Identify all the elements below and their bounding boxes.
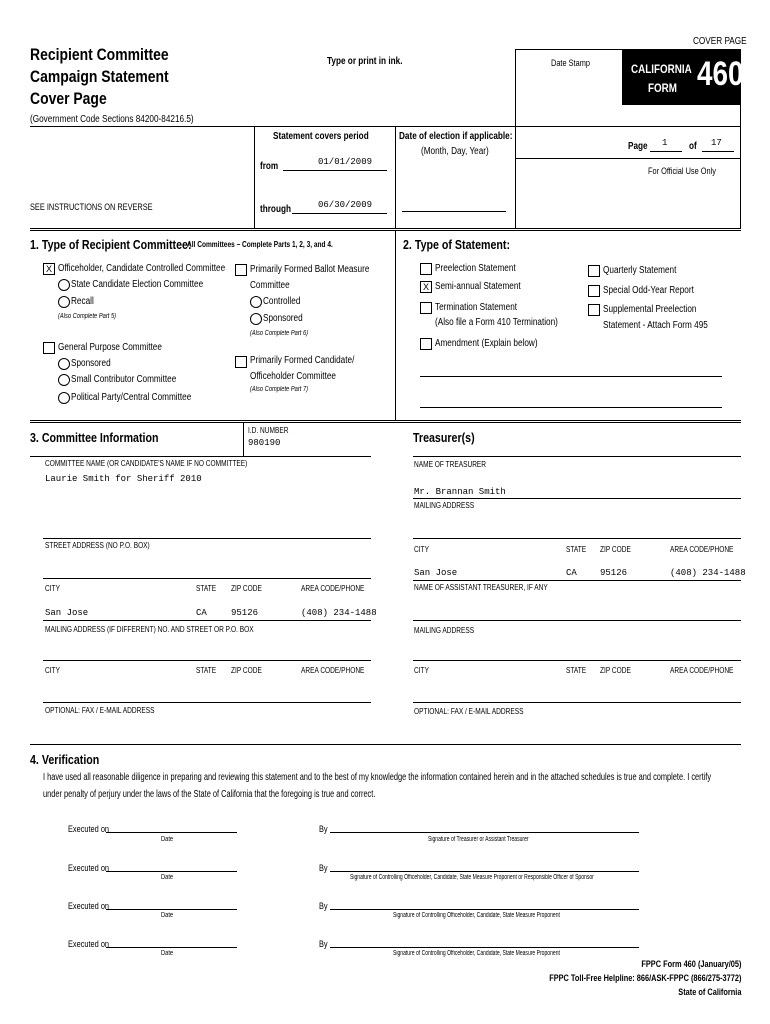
treasurer-title: Treasurer(s) <box>413 430 475 445</box>
verification-text-1: I have used all reasonable diligence in preparing and reviewing this statement and to the best of my knowledge the information contained herein and in the attached schedules is true and complete. I certify <box>43 772 712 783</box>
treasurer-name-label: NAME OF TREASURER <box>414 460 487 469</box>
part6-note: (Also Complete Part 6) <box>250 330 309 337</box>
amendment-explain-line-2[interactable] <box>420 407 722 408</box>
controlled-radio[interactable] <box>250 296 262 308</box>
general-purpose-checkbox[interactable] <box>43 342 55 354</box>
committee-name-value[interactable]: Laurie Smith for Sheriff 2010 <box>45 474 202 484</box>
type-or-print-note: Type or print in ink. <box>327 56 403 67</box>
amendment-explain-line-1[interactable] <box>420 376 722 377</box>
signature-caption-1: Signature of Treasurer or Assistant Treasurer <box>428 836 529 843</box>
election-date-field[interactable] <box>402 211 506 212</box>
form-title-line1: Recipient Committee <box>30 45 169 64</box>
executed-on-label-4: Executed on <box>68 939 110 949</box>
executed-date-field-1[interactable] <box>106 832 237 833</box>
treasurer-mailing-label: MAILING ADDRESS <box>414 501 475 510</box>
ballot-measure-label-1: Primarily Formed Ballot Measure <box>250 264 370 275</box>
by-label-1: By <box>319 824 328 834</box>
gov-code-sections: (Government Code Sections 84200-84216.5) <box>30 114 194 125</box>
ballot-sponsored-label: Sponsored <box>263 313 303 324</box>
semiannual-label: Semi-annual Statement <box>435 281 521 292</box>
recall-radio[interactable] <box>58 296 70 308</box>
signature-caption-3: Signature of Controlling Officeholder, Candidate, State Measure Proponent <box>393 912 560 919</box>
termination-label-2: (Also file a Form 410 Termination) <box>435 317 558 328</box>
date-caption-1: Date <box>161 836 174 843</box>
form-460-badge <box>622 49 744 105</box>
termination-checkbox[interactable] <box>420 302 432 314</box>
optional-fax-label: OPTIONAL: FAX / E-MAIL ADDRESS <box>45 706 155 715</box>
supplemental-checkbox[interactable] <box>588 304 600 316</box>
mailing-address-label: MAILING ADDRESS (IF DIFFERENT) NO. AND STREET OR P.O. BOX <box>45 625 254 634</box>
city2-label: CITY <box>45 666 60 675</box>
treasurer-state-label: STATE <box>566 545 587 554</box>
committee-name-label: COMMITTEE NAME (OR CANDIDATE'S NAME IF NO COMMITTEE) <box>45 459 248 468</box>
executed-on-label-1: Executed on <box>68 824 110 834</box>
small-contributor-radio[interactable] <box>58 374 70 386</box>
termination-label-1: Termination Statement <box>435 302 518 313</box>
state-value[interactable]: CA <box>196 608 207 618</box>
phone2-label: AREA CODE/PHONE <box>301 666 365 675</box>
section1-subtitle: All Committees – Complete Parts 1, 2, 3, and 4. <box>187 240 333 249</box>
official-use-label: For Official Use Only <box>648 166 716 176</box>
zip-value[interactable]: 95126 <box>231 608 259 618</box>
treasurer-state-value[interactable]: CA <box>566 568 577 578</box>
political-party-label: Political Party/Central Committee <box>71 392 192 403</box>
asst-treasurer-label: NAME OF ASSISTANT TREASURER, IF ANY <box>414 583 548 592</box>
election-date-label: Date of election if applicable: <box>399 131 513 142</box>
asst-mailing-label: MAILING ADDRESS <box>414 626 475 635</box>
footer-helpline: FPPC Toll-Free Helpline: 866/ASK-FPPC (866/275-3772) <box>548 973 741 983</box>
asst-phone-label: AREA CODE/PHONE <box>670 666 734 675</box>
footer-form-line: FPPC Form 460 (January/05) <box>640 959 741 969</box>
treasurer-optional-label: OPTIONAL: FAX / E-MAIL ADDRESS <box>414 707 524 716</box>
signature-caption-4: Signature of Controlling Officeholder, Candidate, State Measure Proponent <box>393 950 560 957</box>
preelection-label: Preelection Statement <box>435 263 516 274</box>
by-label-4: By <box>319 939 328 949</box>
through-date-value[interactable]: 06/30/2009 <box>318 200 373 210</box>
asst-zip-label: ZIP CODE <box>600 666 631 675</box>
city-value[interactable]: San Jose <box>45 608 89 618</box>
phone-label: AREA CODE/PHONE <box>301 584 365 593</box>
part7-note: (Also Complete Part 7) <box>250 386 309 393</box>
badge-form: FORM <box>648 81 677 95</box>
supplemental-label-1: Supplemental Preelection <box>603 304 697 315</box>
section2-title: 2. Type of Statement: <box>403 237 511 252</box>
controlled-label: Controlled <box>263 296 301 307</box>
asst-state-label: STATE <box>566 666 587 675</box>
through-label: through <box>260 204 291 215</box>
special-odd-year-label: Special Odd-Year Report <box>603 285 694 296</box>
by-label-3: By <box>319 901 328 911</box>
officeholder-label: Officeholder, Candidate Controlled Committee <box>58 263 226 274</box>
executed-date-field-2[interactable] <box>106 871 237 872</box>
cover-page-label: COVER PAGE <box>693 36 747 47</box>
page-label: Page <box>628 141 648 152</box>
supplemental-label-2: Statement - Attach Form 495 <box>603 320 708 331</box>
state-candidate-label: State Candidate Election Committee <box>71 279 204 290</box>
id-number-value[interactable]: 980190 <box>248 438 281 448</box>
small-contributor-label: Small Contributor Committee <box>71 374 177 385</box>
city-label: CITY <box>45 584 60 593</box>
date-caption-4: Date <box>161 950 174 957</box>
amendment-checkbox[interactable] <box>420 338 432 350</box>
phone-value[interactable]: (408) 234-1488 <box>301 608 377 618</box>
signature-caption-2: Signature of Controlling Officeholder, Candidate, State Measure Proponent or Responsible Officer of Sponsor <box>350 874 594 881</box>
footer-state: State of California <box>677 987 741 997</box>
by-label-2: By <box>319 863 328 873</box>
badge-number: 460 <box>697 55 744 93</box>
state-label: STATE <box>196 584 217 593</box>
sponsored-label: Sponsored <box>71 358 111 369</box>
primarily-candidate-label-2: Officeholder Committee <box>250 371 336 382</box>
treasurer-city-value[interactable]: San Jose <box>414 568 458 578</box>
amendment-label: Amendment (Explain below) <box>435 338 538 349</box>
zip2-label: ZIP CODE <box>231 666 262 675</box>
primarily-candidate-checkbox[interactable] <box>235 356 247 368</box>
date-stamp-label: Date Stamp <box>551 58 590 68</box>
statement-period-label: Statement covers period <box>273 131 369 142</box>
executed-on-label-2: Executed on <box>68 863 110 873</box>
treasurer-zip-label: ZIP CODE <box>600 545 631 554</box>
form-title-line2: Campaign Statement <box>30 67 169 86</box>
special-odd-year-checkbox[interactable] <box>588 285 600 297</box>
badge-state: CALIFORNIA <box>631 62 692 76</box>
date-caption-2: Date <box>161 874 174 881</box>
executed-date-field-4[interactable] <box>106 947 237 948</box>
political-party-radio[interactable] <box>58 392 70 404</box>
quarterly-checkbox[interactable] <box>588 265 600 277</box>
officeholder-checkbox[interactable]: X <box>43 263 55 275</box>
signature-field-2[interactable] <box>330 871 639 872</box>
primarily-candidate-label-1: Primarily Formed Candidate/ <box>250 355 355 366</box>
treasurer-phone-value[interactable]: (408) 234-1488 <box>670 568 746 578</box>
page-number-value[interactable]: 1 <box>662 138 668 148</box>
general-purpose-label: General Purpose Committee <box>58 342 162 353</box>
recall-label: Recall <box>71 296 94 307</box>
ballot-measure-label-2: Committee <box>250 280 290 291</box>
treasurer-zip-value[interactable]: 95126 <box>600 568 628 578</box>
id-number-label: I.D. NUMBER <box>248 426 289 435</box>
from-date-value[interactable]: 01/01/2009 <box>318 157 373 167</box>
treasurer-city-label: CITY <box>414 545 429 554</box>
quarterly-label: Quarterly Statement <box>603 265 677 276</box>
of-label: of <box>689 141 697 152</box>
executed-on-label-3: Executed on <box>68 901 110 911</box>
ballot-sponsored-radio[interactable] <box>250 313 262 325</box>
form-title-line3: Cover Page <box>30 89 107 108</box>
section1-title: 1. Type of Recipient Committee: <box>30 237 192 252</box>
street-address-label: STREET ADDRESS (NO P.O. BOX) <box>45 541 150 550</box>
see-instructions: SEE INSTRUCTIONS ON REVERSE <box>30 202 153 212</box>
asst-city-label: CITY <box>414 666 429 675</box>
state-candidate-radio[interactable] <box>58 279 70 291</box>
page-total-value[interactable]: 17 <box>711 138 722 148</box>
election-date-format: (Month, Day, Year) <box>421 146 489 157</box>
signature-field-4[interactable] <box>330 947 639 948</box>
state2-label: STATE <box>196 666 217 675</box>
treasurer-phone-label: AREA CODE/PHONE <box>670 545 734 554</box>
zip-label: ZIP CODE <box>231 584 262 593</box>
footer-block <box>507 957 741 999</box>
signature-field-1[interactable] <box>330 832 639 833</box>
preelection-checkbox[interactable] <box>420 263 432 275</box>
semiannual-checkbox[interactable]: X <box>420 281 432 293</box>
section4-title: 4. Verification <box>30 752 100 767</box>
section3-title: 3. Committee Information <box>30 430 159 445</box>
part5-note: (Also Complete Part 5) <box>58 313 117 320</box>
signature-field-3[interactable] <box>330 909 639 910</box>
treasurer-name-value[interactable]: Mr. Brannan Smith <box>414 487 506 497</box>
date-caption-3: Date <box>161 912 174 919</box>
verification-text-2: under penalty of perjury under the laws of the State of California that the foregoing is true and correct. <box>43 789 376 800</box>
ballot-measure-checkbox[interactable] <box>235 264 247 276</box>
sponsored-radio[interactable] <box>58 358 70 370</box>
executed-date-field-3[interactable] <box>106 909 237 910</box>
from-label: from <box>260 161 279 172</box>
